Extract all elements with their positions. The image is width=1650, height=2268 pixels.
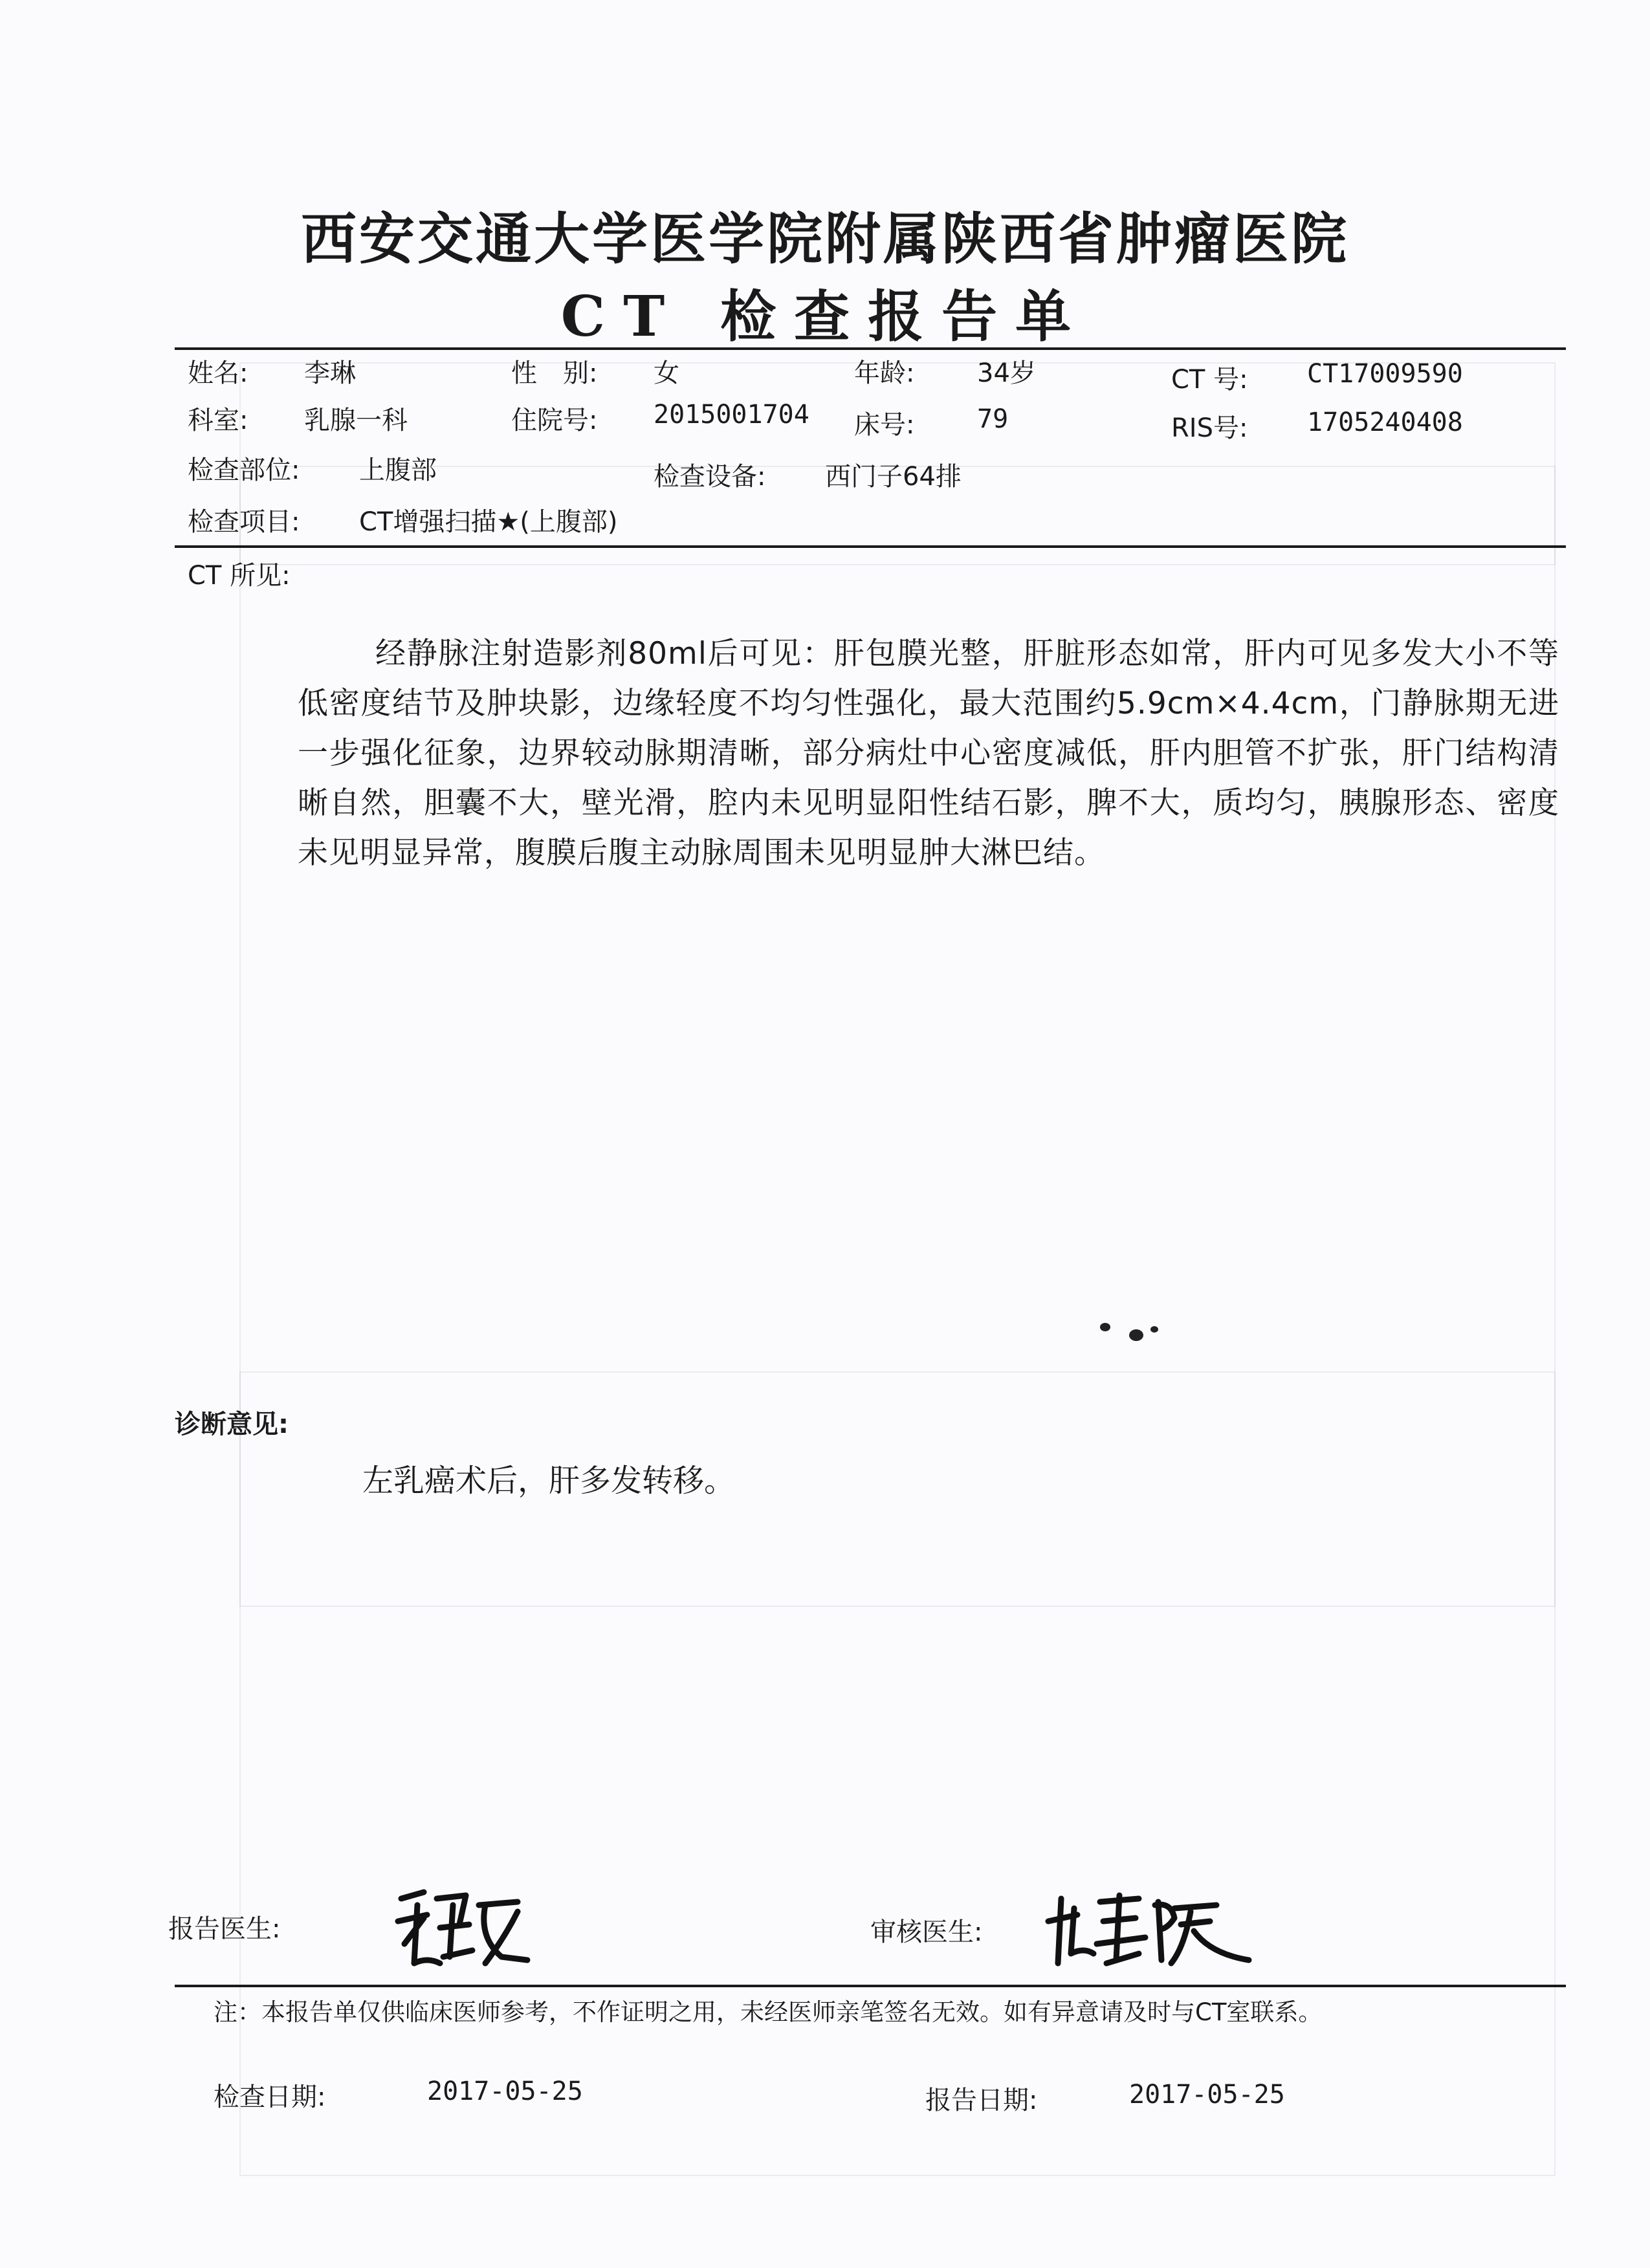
diagnosis-label: 诊断意见:: [175, 1410, 289, 1439]
ris-no: 1705240408: [1307, 408, 1463, 437]
exam-site: 上腹部: [359, 455, 437, 485]
exam-date-label: 检查日期:: [214, 2082, 326, 2112]
bed-label: 床号:: [854, 410, 915, 440]
ink-smudge: [1100, 1323, 1110, 1331]
admission-no: 2015001704: [654, 400, 809, 430]
diagnosis-text: 左乳癌术后，肝多发转移。: [362, 1463, 736, 1499]
reviewing-doctor-signature: [1042, 1882, 1255, 1973]
admission-label: 住院号:: [511, 406, 598, 435]
ink-smudge: [1129, 1329, 1143, 1341]
disclaimer-note: 注：本报告单仅供临床医师参考，不作证明之用，未经医师亲笔签名无效。如有异意请及时与CT室联系。: [214, 1998, 1323, 2026]
dept-label: 科室:: [188, 406, 248, 435]
ct-no-label: CT 号:: [1171, 365, 1248, 395]
ct-no: CT17009590: [1307, 359, 1463, 389]
report-date: 2017-05-25: [1129, 2080, 1285, 2110]
patient-dept: 乳腺一科: [304, 406, 408, 435]
findings-text: 经静脉注射造影剂80ml后可见：肝包膜光整，肝脏形态如常，肝内可见多发大小不等低密度结节及肿块影，边缘轻度不均匀性强化，最大范围约5.9cm×4.4cm，门静脉期无进一步强化征象，边界较动脉期清晰，部分病灶中心密度减低，肝内胆管不扩张，肝门结构清晰自然，胆囊不大，壁光滑，腔内未见明显阳性结石影，脾不大，质均匀，胰腺形态、密度未见明显异常，腹膜后腹主动脉周围未见明显肿大淋巴结。: [298, 636, 1559, 871]
patient-name: 李琳: [304, 358, 356, 388]
header-rule: [175, 347, 1566, 350]
report-title: CT 检查报告单: [560, 284, 1090, 349]
reporting-doctor-signature: [388, 1879, 537, 1976]
findings-label: CT 所见:: [188, 561, 291, 591]
report-date-label: 报告日期:: [925, 2086, 1038, 2115]
device: 西门子64排: [825, 462, 962, 492]
gender-label: 性 别:: [511, 358, 598, 388]
exam-item-label: 检查项目:: [188, 507, 300, 537]
reporting-doctor-label: 报告医生:: [168, 1914, 281, 1944]
ris-label: RIS号:: [1171, 413, 1248, 443]
info-rule: [175, 545, 1566, 548]
patient-age: 34岁: [977, 358, 1036, 388]
hospital-name: 西安交通大学医学院附属陕西省肿瘤医院: [301, 206, 1349, 272]
ink-smudge: [1150, 1326, 1158, 1333]
name-label: 姓名:: [188, 358, 248, 388]
reviewing-doctor-label: 审核医生:: [870, 1917, 983, 1947]
device-label: 检查设备:: [654, 462, 766, 492]
age-label: 年龄:: [854, 358, 915, 388]
exam-site-label: 检查部位:: [188, 455, 300, 485]
exam-item: CT增强扫描★(上腹部): [359, 507, 618, 537]
bed-no: 79: [977, 404, 1009, 434]
footer-rule: [175, 1985, 1566, 1987]
exam-date: 2017-05-25: [427, 2077, 583, 2106]
patient-gender: 女: [654, 358, 679, 388]
